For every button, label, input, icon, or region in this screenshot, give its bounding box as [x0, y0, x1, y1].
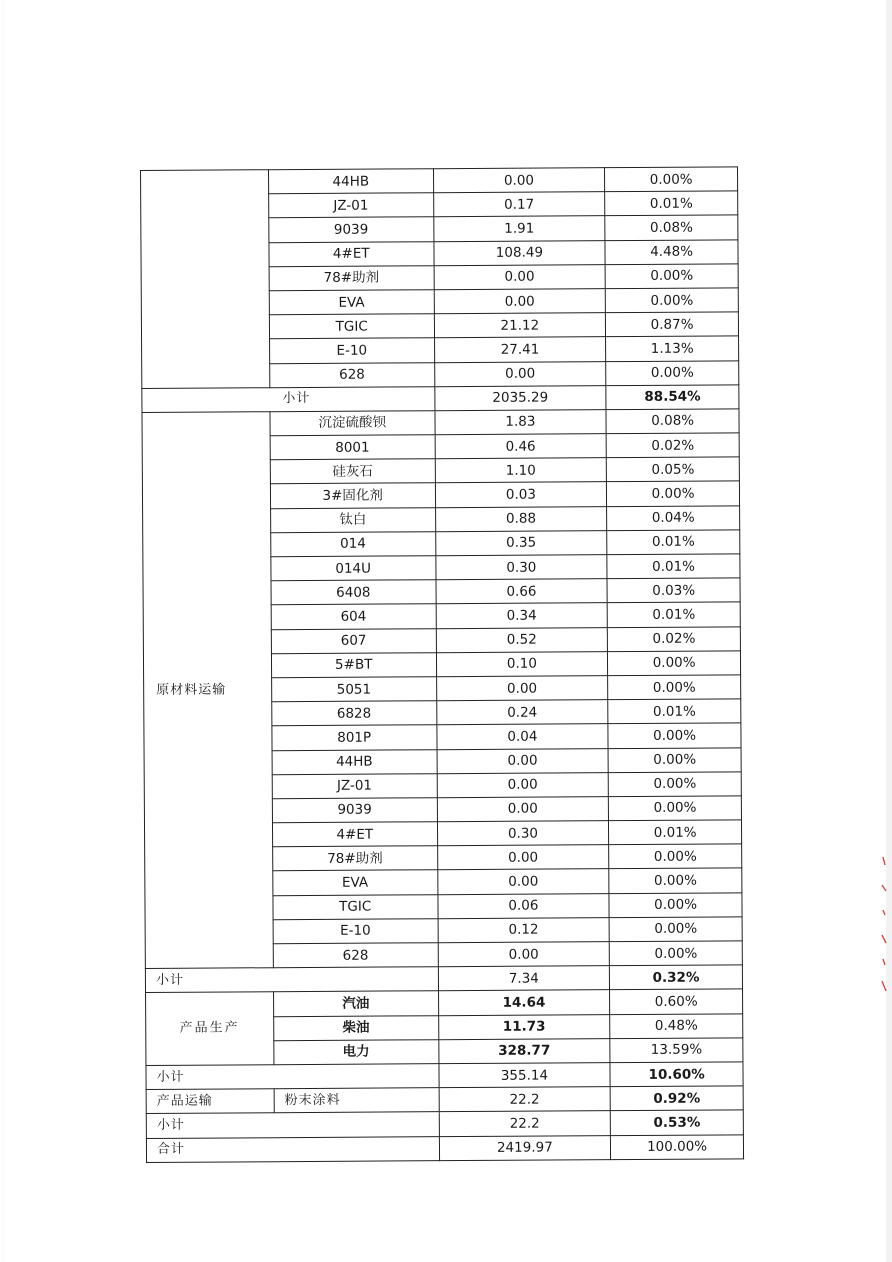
section-label-production: 产品生产: [146, 992, 274, 1065]
item-cell: 014U: [271, 556, 436, 581]
item-cell: E-10: [273, 919, 438, 944]
item-cell: 沉淀硫酸钡: [270, 411, 435, 436]
item-cell: 628: [273, 943, 438, 968]
subtotal-percent: 0.53%: [610, 1110, 743, 1135]
total-label: 合计: [146, 1136, 439, 1162]
value-cell: 21.12: [434, 313, 606, 338]
percent-cell: 0.00%: [608, 723, 741, 748]
percent-cell: 0.00%: [609, 796, 742, 821]
total-row: [146, 1134, 743, 1162]
value-cell: 0.30: [437, 821, 609, 846]
table-row: [142, 409, 739, 437]
value-cell: 0.06: [438, 893, 610, 918]
item-cell: 硅灰石: [270, 459, 435, 484]
item-cell: 4#ET: [272, 822, 437, 847]
value-cell: 0.00: [437, 772, 609, 797]
item-cell: 607: [271, 628, 436, 653]
percent-cell: 0.92%: [610, 1086, 743, 1111]
item-cell: 钛白: [270, 507, 435, 532]
subtotal-percent: 0.32%: [610, 965, 743, 990]
item-cell: 汽油: [273, 991, 438, 1016]
subtotal-label: 小计: [145, 967, 438, 993]
subtotal-row: [142, 385, 739, 413]
value-cell: 1.91: [433, 216, 605, 241]
value-cell: 1.10: [435, 458, 607, 483]
page-left-edge: [2, 0, 4, 1262]
value-cell: 0.00: [434, 361, 606, 386]
value-cell: 0.00: [437, 869, 609, 894]
percent-cell: 0.05%: [606, 457, 739, 482]
value-cell: 328.77: [438, 1038, 610, 1063]
page-right-edge: [886, 0, 892, 1262]
item-cell: 柴油: [274, 1015, 439, 1040]
value-cell: 0.00: [434, 289, 606, 314]
item-cell: 78#助剂: [272, 846, 437, 871]
value-cell: 0.00: [438, 942, 610, 967]
percent-cell: 0.48%: [610, 1013, 743, 1038]
item-cell: 6408: [271, 580, 436, 605]
subtotal-value: 2035.29: [434, 385, 606, 410]
percent-cell: 0.00%: [605, 264, 738, 289]
item-cell: 4#ET: [269, 241, 434, 266]
value-cell: 0.17: [433, 192, 605, 217]
value-cell: 0.88: [435, 506, 607, 531]
value-cell: 108.49: [434, 240, 606, 265]
total-value: 2419.97: [439, 1135, 611, 1160]
item-cell: 8001: [270, 435, 435, 460]
emissions-table: [140, 166, 744, 1162]
percent-cell: 0.02%: [608, 626, 741, 651]
percent-cell: 0.00%: [608, 651, 741, 676]
percent-cell: 0.00%: [608, 747, 741, 772]
item-cell: 78#助剂: [269, 265, 434, 290]
item-cell: 9039: [272, 798, 437, 823]
red-stamp-mark: [880, 855, 884, 995]
value-cell: 0.30: [435, 555, 607, 580]
item-cell: JZ-01: [272, 773, 437, 798]
item-cell: 604: [271, 604, 436, 629]
percent-cell: 0.01%: [607, 602, 740, 627]
value-cell: 1.83: [435, 410, 607, 435]
item-cell: 44HB: [268, 169, 433, 194]
percent-cell: 0.01%: [609, 820, 742, 845]
percent-cell: 0.00%: [609, 844, 742, 869]
subtotal-value: 7.34: [438, 966, 610, 991]
subtotal-percent: 88.54%: [606, 385, 739, 410]
value-cell: 0.24: [436, 700, 608, 725]
value-cell: 27.41: [434, 337, 606, 362]
item-cell: TGIC: [273, 894, 438, 919]
item-cell: JZ-01: [269, 193, 434, 218]
subtotal-value: 22.2: [439, 1111, 611, 1136]
table-row: [146, 989, 743, 1017]
section-label-product-transport: 产品运输: [146, 1089, 274, 1114]
item-cell: 9039: [269, 217, 434, 242]
percent-cell: 0.00%: [609, 892, 742, 917]
value-cell: 0.66: [436, 579, 608, 604]
percent-cell: 0.00%: [609, 868, 742, 893]
percent-cell: 0.00%: [608, 675, 741, 700]
item-cell: 014: [271, 532, 436, 557]
value-cell: 0.52: [436, 627, 608, 652]
percent-cell: 0.08%: [605, 215, 738, 240]
value-cell: 0.00: [436, 676, 608, 701]
value-cell: 0.00: [437, 845, 609, 870]
percent-cell: 0.08%: [606, 409, 739, 434]
percent-cell: 0.00%: [605, 167, 738, 192]
subtotal-row: [146, 1110, 743, 1138]
percent-cell: 0.00%: [608, 772, 741, 797]
value-cell: 0.03: [435, 482, 607, 507]
item-cell: EVA: [269, 290, 434, 315]
item-cell: 44HB: [272, 749, 437, 774]
subtotal-percent: 10.60%: [610, 1062, 743, 1087]
value-cell: 14.64: [438, 990, 610, 1015]
value-cell: 0.12: [438, 917, 610, 942]
percent-cell: 0.00%: [605, 288, 738, 313]
section-label-transport: 原材料运输: [142, 412, 273, 969]
value-cell: 22.2: [439, 1087, 611, 1112]
percent-cell: 1.13%: [606, 336, 739, 361]
item-cell: 628: [270, 362, 435, 387]
percent-cell: 0.02%: [606, 433, 739, 458]
item-cell: 5051: [271, 677, 436, 702]
item-cell: 6828: [272, 701, 437, 726]
value-cell: 0.10: [436, 651, 608, 676]
item-cell: TGIC: [269, 314, 434, 339]
value-cell: 0.34: [436, 603, 608, 628]
percent-cell: 0.00%: [607, 481, 740, 506]
value-cell: 0.04: [436, 724, 608, 749]
percent-cell: 0.00%: [606, 360, 739, 385]
percent-cell: 0.00%: [609, 917, 742, 942]
value-cell: 0.00: [433, 168, 605, 193]
subtotal-row: [145, 965, 742, 993]
value-cell: 0.00: [434, 264, 606, 289]
section-label-continued: [141, 170, 270, 388]
percent-cell: 0.01%: [607, 554, 740, 579]
percent-cell: 4.48%: [605, 239, 738, 264]
value-cell: 0.46: [435, 434, 607, 459]
item-cell: 801P: [272, 725, 437, 750]
item-cell: 5#BT: [271, 652, 436, 677]
item-cell: EVA: [273, 870, 438, 895]
percent-cell: 0.60%: [610, 989, 743, 1014]
subtotal-label: 小计: [142, 386, 435, 412]
emissions-table-body: [141, 167, 744, 1162]
value-cell: 0.00: [437, 797, 609, 822]
item-cell: E-10: [269, 338, 434, 363]
subtotal-label: 小计: [146, 1112, 439, 1138]
table-row: [141, 167, 738, 195]
value-cell: 0.00: [437, 748, 609, 773]
item-cell: 粉末涂料: [274, 1088, 439, 1113]
percent-cell: 0.03%: [607, 578, 740, 603]
value-cell: 0.35: [435, 530, 607, 555]
percent-cell: 0.01%: [607, 530, 740, 555]
total-percent: 100.00%: [611, 1134, 744, 1159]
percent-cell: 0.87%: [606, 312, 739, 337]
subtotal-label: 小计: [146, 1064, 439, 1090]
value-cell: 11.73: [438, 1014, 610, 1039]
subtotal-row: [146, 1062, 743, 1090]
percent-cell: 0.01%: [608, 699, 741, 724]
percent-cell: 0.00%: [609, 941, 742, 966]
item-cell: 3#固化剂: [270, 483, 435, 508]
item-cell: 电力: [274, 1039, 439, 1064]
subtotal-value: 355.14: [439, 1063, 611, 1088]
percent-cell: 0.04%: [607, 505, 740, 530]
percent-cell: 0.01%: [605, 191, 738, 216]
percent-cell: 13.59%: [610, 1038, 743, 1063]
table-row: [146, 1086, 743, 1114]
